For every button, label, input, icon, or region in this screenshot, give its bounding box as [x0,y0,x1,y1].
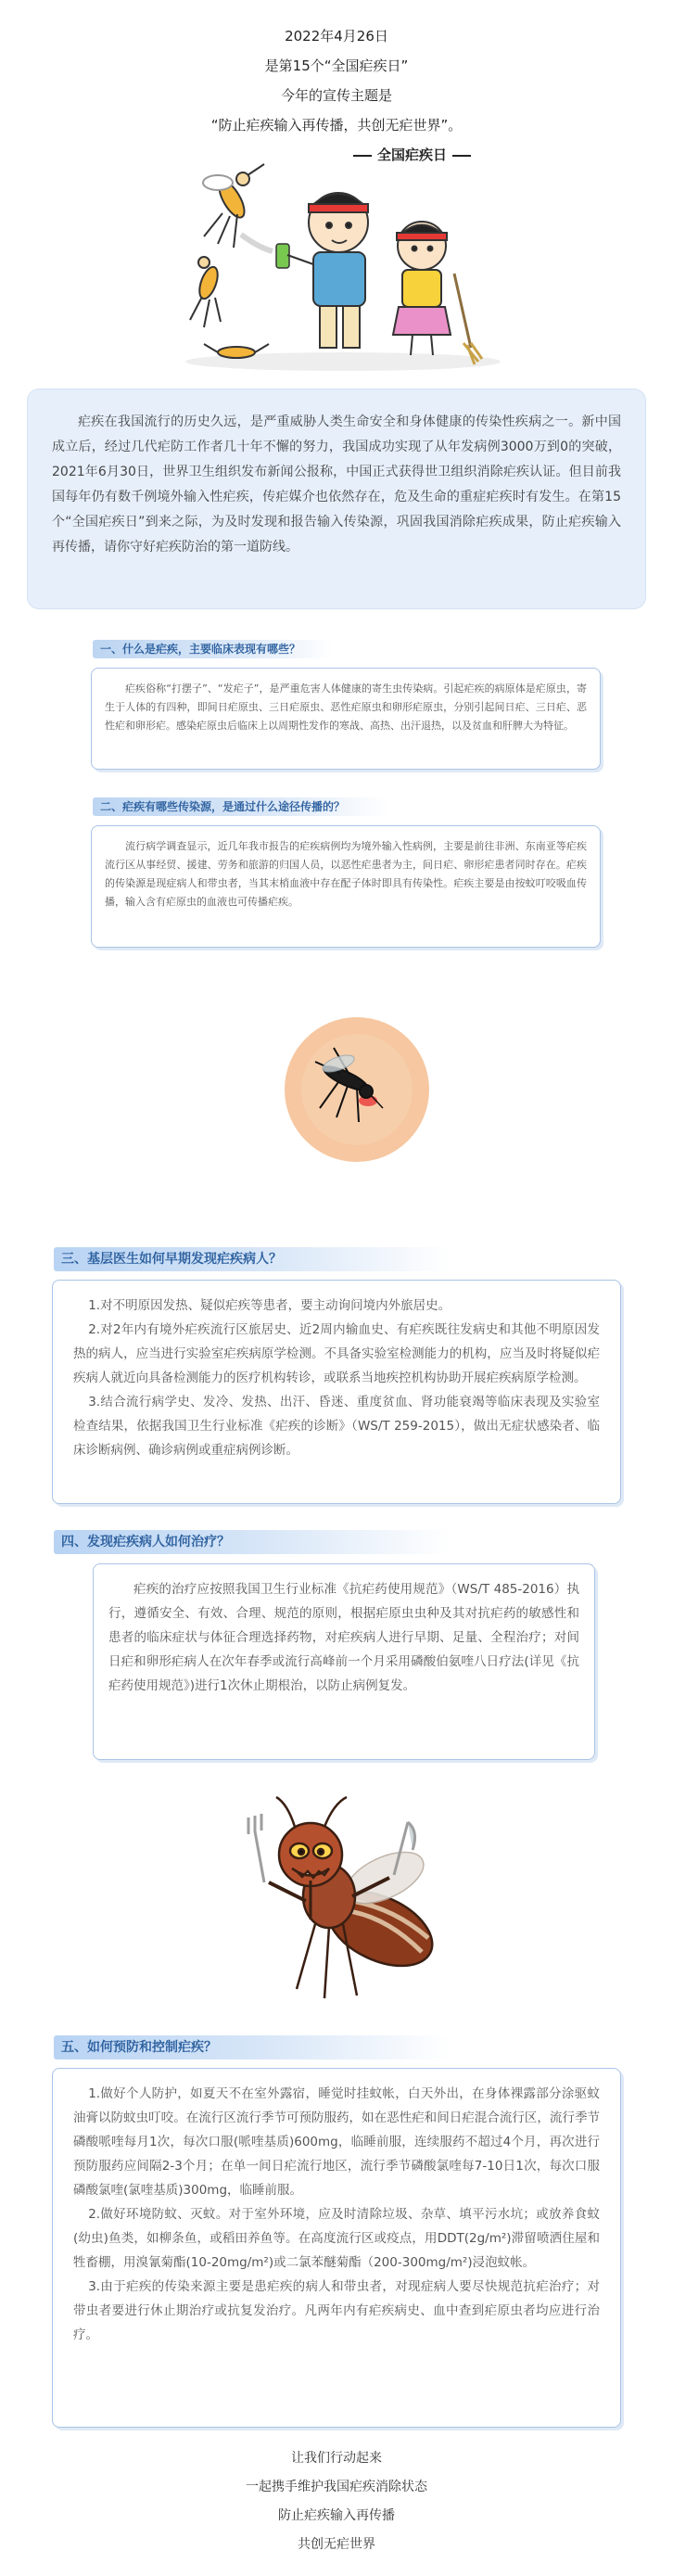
broom-icon [454,274,482,364]
summary-box [28,389,645,608]
signature-text: 全国疟疾日 [377,147,448,163]
girl-figure [393,222,451,355]
section-5-box [52,2068,621,2428]
intro-day-line: 是第15个“全国疟疾日” [264,57,409,74]
spray-can-icon [241,235,289,268]
boy-figure [287,193,368,348]
section-4-box [93,1563,595,1760]
section-5-item-2: 2.做好环境防蚊、灭蚊。对于室外环境，应及时清除垃圾、杂草、填平污水坑；或放养食蚊(幼虫)鱼类，如柳条鱼，或稻田养鱼等。在高度流行区或疫点，用DDT(2g/m²)滞留喷洒住屋和牲畜棚，用溴氰菊酯(10-20mg/m²)或二氯苯醚菊酯（200-300mg/m²)浸泡蚊帐。 [73,2207,600,2270]
summary-text: 疟疾在我国流行的历史久远，是严重威胁人类生命安全和身体健康的传染性疾病之一。新中国成立后，经过几代疟防工作者几十年不懈的努力，我国成功实现了从年发病例3000万到0的突破，2021年6月30日，世界卫生组织发布新闻公报称，中国正式获得世卫组织消除疟疾认证。但目前我国每年仍有数千例境外输入性疟疾，传疟媒介也依然存在，危及生命的重症疟疾时有发生。在第15个“全国疟疾日”到来之际，为及时发现和报告输入传染源，巩固我国消除疟疾成果，防止疟疾输入再传播，请你守好疟疾防治的第一道防线。 [52,414,621,555]
mosquito-mid-icon [190,257,222,327]
section-5-item-3: 3.由于疟疾的传染来源主要是患疟疾的病人和带虫者，对现症病人要尽快规范抗疟治疗；对带虫者要进行休止期治疗或抗复发治疗。凡两年内有疟疾病史、血中查到疟原虫者均应进行治疗。 [73,2279,600,2342]
section-3-item-3: 3.结合流行病学史、发冷、发热、出汗、昏迷、重度贫血、肾功能衰竭等临床表现及实验室检查结果，依据我国卫生行业标准《疟疾的诊断》（WS/T 259-2015），做出无症状感染者、临床诊断病例、确诊病例或重症病例诊断。 [73,1395,600,1458]
section-3-title: 三、基层医生如何早期发现疟疾病人？ [54,1247,451,1271]
section-4-text: 疟疾的治疗应按照我国卫生行业标准《抗疟药使用规范》（WS/T 485-2016）执行，遵循安全、有效、合理、规范的原则，根据疟原虫虫种及其对抗疟药的敏感性和患者的临床症状与体征合理选择药物，对疟疾病人进行早期、足量、全程治疗；对间日疟和卵形疟病人在次年春季或流行高峰前一个月采用磷酸伯氨喹八日疗法(详见《抗疟药使用规范》)进行1次休止期根治，以防止病例复发。 [108,1582,579,1693]
closing-line-2: 一起携手维护我国疟疾消除状态 [246,2480,427,2494]
section-1-box [91,668,601,770]
mosquito-top-icon [203,164,264,248]
section-3-item-2: 2.对2年内有境外疟疾流行区旅居史、近2周内输血史、有疟疾既往发病史和其他不明原因发热的病人，应当进行实验室疟疾病原学检测。不具备实验室检测能力的机构，应当及时将疑似疟疾病人就近向具备检测能力的医疗机构转诊，或联系当地疾控机构协助开展疟疾病原学检测。 [73,1322,600,1385]
intro-theme-line: 今年的宣传主题是 [280,87,392,104]
section-5-item-1: 1.做好个人防护，如夏天不在室外露宿，睡觉时挂蚊帐，白天外出，在身体裸露部分涂驱蚊油膏以防蚊虫叮咬。在流行区流行季节可预防服药，如在恶性疟和间日疟混合流行区，流行季节磷酸哌喹每月1次，每次口服(哌喹基质)600mg，临睡前服，连续服药不超过4个月，再次进行预防服药应间隔2-3个月；在单一间日疟流行地区，流行季节磷酸氯喹每7-10日1次，每次口服磷酸氯喹(氯喹基质)300mg，临睡前服。 [73,2086,600,2198]
section-3-box [52,1280,621,1504]
section-1-text: 疟疾俗称“打摆子”、“发疟子”，是严重危害人体健康的寄生虫传染病。引起疟疾的病原体是疟原虫，寄生于人体的有四种，即间日疟原虫、三日疟原虫、恶性疟原虫和卵形疟原虫，分别引起间日疟、三日疟、恶性疟和卵形疟。感染疟原虫后临床上以周期性发作的寒战、高热、出汗退热，以及贫血和肝脾大为特征。 [105,682,587,732]
mosquito-with-cutlery-illustration [222,1790,454,2021]
intro-date: 2022年4月26日 [285,28,388,45]
section-2-text: 流行病学调查显示，近几年我市报告的疟疾病例均为境外输入性病例，主要是前往非洲、东南亚等疟疾流行区从事经贸、援建、劳务和旅游的归国人员，以恶性疟患者为主，间日疟、卵形疟患者同时存在。疟疾的传染源是现症病人和带虫者，当其末梢血液中存在配子体时即具有传染性。疟疾主要是由按蚊叮咬吸血传播，输入含有疟原虫的血液也可传播疟疾。 [105,840,587,908]
intro-slogan: “防止疟疾输入再传播，共创无疟世界”。 [210,117,463,134]
closing-line-4: 共创无疟世界 [298,2537,375,2552]
intro-signature [348,145,476,164]
section-4-title: 四、发现疟疾病人如何治疗？ [54,1530,451,1554]
section-1-title: 一、什么是疟疾，主要临床表现有哪些？ [93,640,332,658]
section-3-item-1: 1.对不明原因发热、疑似疟疾等患者，要主动询问境内外旅居史。 [88,1298,451,1313]
hero-illustration [176,162,510,376]
closing-line-3: 防止疟疾输入再传播 [278,2508,395,2523]
section-2-title: 二、疟疾有哪些传染源，是通过什么途径传播的？ [93,797,387,816]
section-5-title: 五、如何预防和控制疟疾？ [54,2035,451,2060]
section-2-box [91,825,601,948]
fork-icon [248,1814,264,1882]
mosquito-on-skin-illustration [283,1015,431,1164]
mosquito-cartoon-icon [269,1797,444,1998]
closing-line-1: 让我们行动起来 [291,2451,382,2466]
